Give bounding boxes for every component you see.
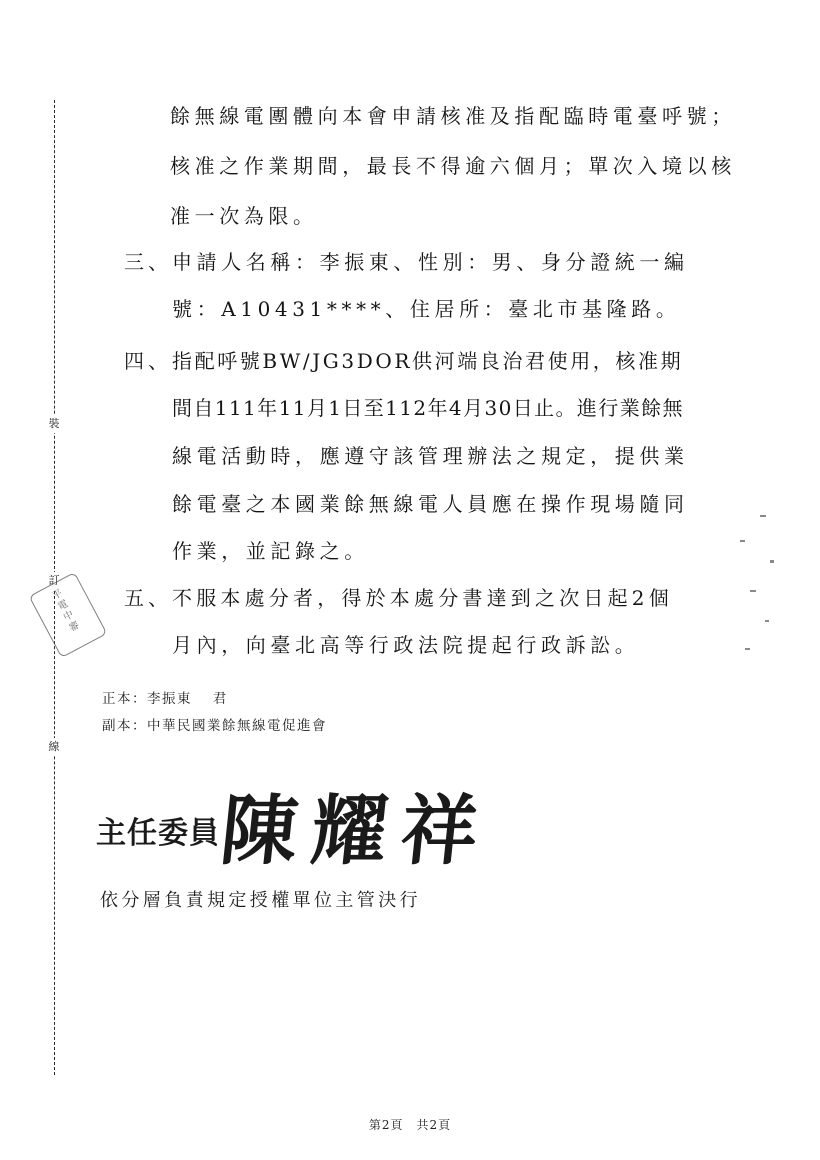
body-line: 准一次為限。 (170, 204, 318, 228)
scan-artifact (740, 540, 745, 542)
item-3-label: 三、 (124, 250, 172, 274)
body-line: 餘無線電團體向本會申請核准及指配臨時電臺呼號； (170, 104, 736, 128)
item-4-line: 線電活動時，應遵守該管理辦法之規定，提供業 (172, 444, 689, 468)
stamp-char: 中 (61, 609, 76, 624)
body-line: 核准之作業期間，最長不得逾六個月；單次入境以核 (170, 154, 736, 178)
signatory-title: 主任委員 (96, 816, 220, 851)
item-4-line: 間自111年11月1日至112年4月30日止。進行業餘無 (172, 396, 684, 420)
scan-artifact (765, 620, 769, 622)
binding-mark-top: 裝 (45, 415, 63, 433)
item-5-line: 月內，向臺北高等行政法院提起行政訴訟。 (172, 633, 640, 657)
seal-stamp (29, 572, 108, 658)
delegation-note: 依分層負責規定授權單位主管決行 (100, 890, 421, 911)
item-3-line: 申請人名稱：李振東、性別：男、身分證統一編 (172, 250, 689, 274)
binding-mark-bottom: 線 (45, 738, 63, 756)
page-number: 第2頁 共2頁 (368, 1118, 452, 1132)
scan-artifact (770, 560, 774, 563)
item-4-line: 餘電臺之本國業餘無線電人員應在操作現場隨同 (172, 492, 689, 516)
item-3-line: 號：A10431****、住居所：臺北市基隆路。 (172, 297, 681, 321)
stamp-char: 電 (56, 598, 71, 613)
item-5-line: 不服本處分者，得於本處分書達到之次日起2個 (172, 586, 673, 610)
binding-mark-middle: 訂 (45, 572, 63, 590)
item-5-label: 五、 (124, 586, 172, 610)
signatory-name: 陳耀祥 (216, 786, 497, 875)
item-4-label: 四、 (124, 349, 172, 373)
stamp-char: 平 (50, 587, 65, 603)
copy-recipient: 副本：中華民國業餘無線電促進會 (102, 718, 327, 734)
scan-artifact (750, 590, 756, 592)
original-recipient: 正本：李振東 君 (102, 691, 228, 707)
item-4-line: 作業，並記錄之。 (172, 539, 369, 563)
scan-artifact (760, 515, 766, 517)
scan-artifact (745, 648, 750, 650)
stamp-char: 審 (67, 619, 82, 635)
item-4-line: 指配呼號BW/JG3DOR供河端良治君使用，核准期 (172, 349, 684, 373)
